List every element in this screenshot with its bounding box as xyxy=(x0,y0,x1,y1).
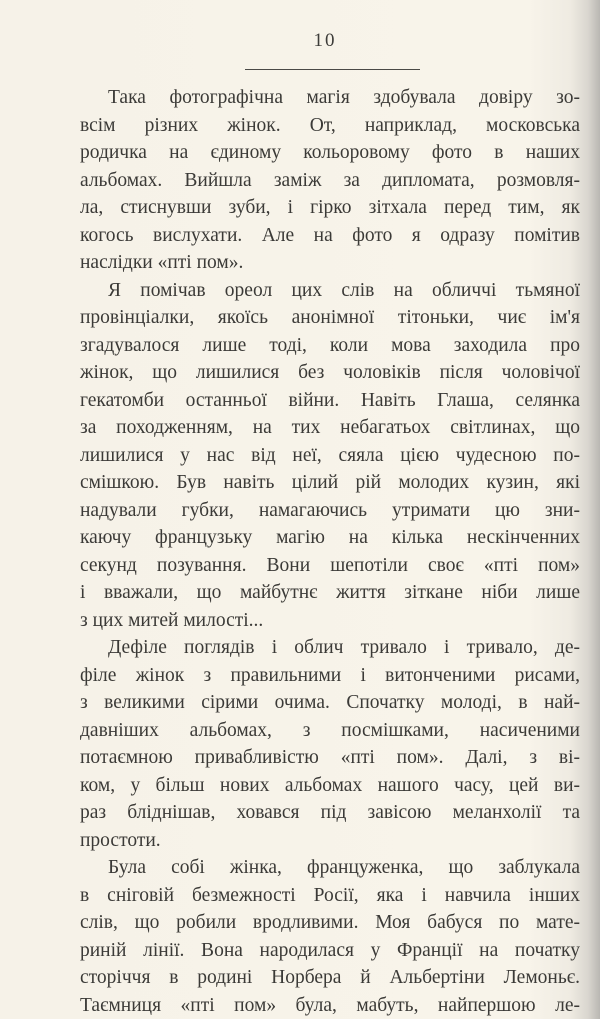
text-line: риній лінії. Вона народилася у Франції на початку xyxy=(80,937,580,965)
text-line: сторіччя в родині Норбера й Альбертіни Лемоньє. xyxy=(80,964,580,992)
page-number: 10 xyxy=(0,30,600,52)
text-line: лишилися у нас від неї, сяяла цією чудесною по- xyxy=(80,442,580,470)
text-line: Дефіле поглядів і облич тривало і тривало, де- xyxy=(80,634,580,662)
text-line: секунд позування. Вони шепотіли своє «пті пом» xyxy=(80,552,580,580)
text-line: простоти. xyxy=(80,827,580,855)
paragraph xyxy=(80,854,580,1019)
text-line: за походженням, на тих небагатьох світлинах, що xyxy=(80,414,580,442)
text-line: в сніговій безмежності Росії, яка і навчила інших xyxy=(80,882,580,910)
text-line: провінціалки, якоїсь анонімної тітоньки, чиє ім'я xyxy=(80,304,580,332)
text-line: жінок, що лишилися без чоловіків після чоловічої xyxy=(80,359,580,387)
text-line: всім різних жінок. От, наприклад, московська xyxy=(80,112,580,140)
text-line: з цих митей милості... xyxy=(80,607,580,635)
text-line: ла, стиснувши зуби, і гірко зітхала перед тим, як xyxy=(80,194,580,222)
body-text xyxy=(80,84,580,1019)
text-line: гекатомби останньої війни. Навіть Глаша, селянка xyxy=(80,387,580,415)
text-line: Така фотографічна магія здобувала довіру зо- xyxy=(80,84,580,112)
paragraph xyxy=(80,84,580,277)
text-line: альбомах. Вийшла заміж за дипломата, розмовля- xyxy=(80,167,580,195)
text-line: згадувалося лише тоді, коли мова заходила про xyxy=(80,332,580,360)
text-line: Таємниця «пті пом» була, мабуть, найпершою ле- xyxy=(80,992,580,1019)
text-line: Була собі жінка, француженка, що заблукала xyxy=(80,854,580,882)
text-line: потаємною привабливістю «пті пом». Далі, з ві- xyxy=(80,744,580,772)
text-line: смішкою. Був навіть цілий рій молодих кузин, які xyxy=(80,469,580,497)
text-line: з великими сірими очима. Спочатку молоді, в най- xyxy=(80,689,580,717)
text-line: наслідки «пті пом». xyxy=(80,249,580,277)
text-line: когось вислухати. Але на фото я одразу помітив xyxy=(80,222,580,250)
header-rule xyxy=(245,69,420,70)
text-line: надували губки, намагаючись утримати цю зни- xyxy=(80,497,580,525)
text-line: раз бліднішав, ховався під завісою меланхолії та xyxy=(80,799,580,827)
text-line: і вважали, що майбутнє життя зіткане ніби лише xyxy=(80,579,580,607)
text-line: каючу французьку магію на кілька нескінченних xyxy=(80,524,580,552)
paragraph xyxy=(80,277,580,635)
text-line: слів, що робили вродливими. Моя бабуся по мате- xyxy=(80,909,580,937)
text-line: Я помічав ореол цих слів на обличчі тьмяної xyxy=(80,277,580,305)
text-line: давніших альбомах, з посмішками, насиченими xyxy=(80,717,580,745)
paragraph xyxy=(80,634,580,854)
text-line: філе жінок з правильними і витонченими рисами, xyxy=(80,662,580,690)
text-line: ком, у більш нових альбомах нашого часу, цей ви- xyxy=(80,772,580,800)
text-line: родичка на єдиному кольоровому фото в наших xyxy=(80,139,580,167)
